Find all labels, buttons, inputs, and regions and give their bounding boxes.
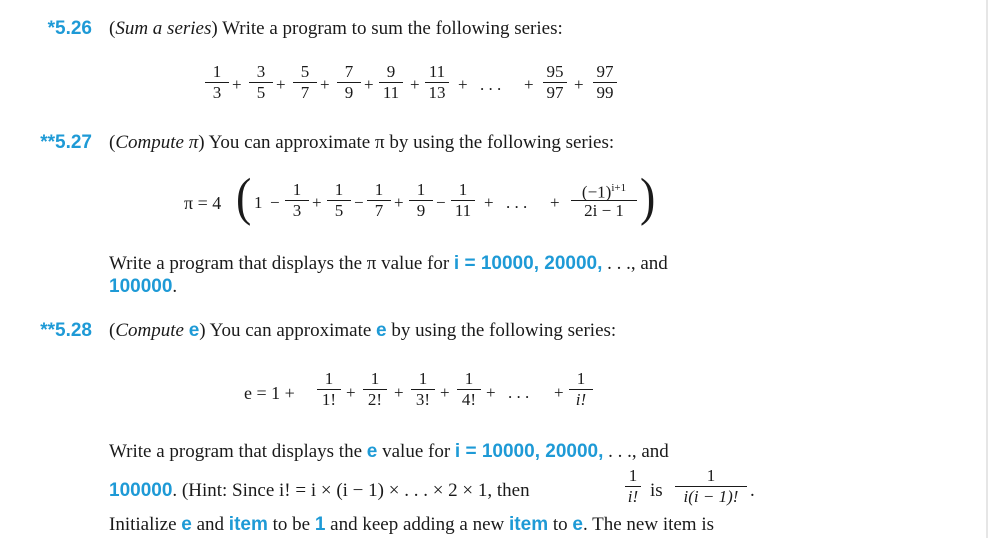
fraction-term: 11 13 [422,62,452,103]
plus-sign: + [410,75,420,94]
exercise-title: Sum a series [115,18,212,39]
paragraph-5-28-line-2: 100000. (Hint: Since i! = i × (i − 1) × . . . × 2 × 1, then [109,480,530,501]
fraction-term: 1 7 [364,180,394,221]
one-term: 1 [254,193,263,212]
ellipsis: . . . [508,383,530,402]
fraction-term: 1 3 [282,180,312,221]
left-paren: ( [236,167,252,226]
minus-sign: − [436,193,446,212]
minus-sign: − [354,193,364,212]
plus-sign: + [320,75,330,94]
plus-sign: + [486,383,496,402]
plus-sign: + [574,75,584,94]
plus-sign: + [524,75,534,94]
fraction-term: 3 5 [246,62,276,103]
plus-sign: + [232,75,242,94]
plus-sign: + [276,75,286,94]
paragraph-5-27-line-2: 100000. [109,276,178,297]
exercise-number-5-28: **5.28 [40,320,92,341]
exercise-heading-5-28: (Compute e) You can approximate e by using the following series: [109,320,617,341]
exercise-text: Write a program to sum the following series: [222,18,563,39]
fraction-last-term: $(-1)^{i+1}$ 2i − 1 [568,176,640,221]
plus-sign: + [458,75,468,94]
plus-sign: + [550,193,560,212]
plus-sign: + [394,193,404,212]
plus-sign: + [346,383,356,402]
fraction-term: 1 9 [406,180,436,221]
fraction-term: 7 9 [334,62,364,103]
fraction-term: 1 i! [566,369,596,410]
fraction-term: 5 7 [290,62,320,103]
plus-sign: + [440,383,450,402]
exercise-text: You can approximate π by using the following series: [208,132,615,153]
plus-sign: + [484,193,494,212]
hint-fraction-1-over-i-factorial: 1 i! [622,466,644,507]
plus-sign: + [554,383,564,402]
fraction-term: 1 11 [448,180,478,221]
e-equals-1-plus: e = 1 + [244,383,295,403]
fraction-term: 1 2! [360,369,390,410]
plus-sign: + [312,193,322,212]
exercise-heading-5-26: (Sum a series) Write a program to sum the following series: [109,18,563,39]
pi-equals-4: π = 4 [184,193,222,213]
fraction-term: 1 3! [408,369,438,410]
exercise-number-5-26: *5.26 [47,18,92,39]
hint-period: . [750,480,755,501]
hint-fraction-1-over-i-times-i-minus-1-factorial: 1 i(i − 1)! [672,466,750,507]
hint-is: is [650,480,663,501]
exercise-title: Compute e [115,320,200,341]
paragraph-5-27-line-1: Write a program that displays the π value for i = 10000, 20000, . . ., and [109,253,668,274]
right-paren: ) [640,167,656,226]
fraction-term: 1 3 [202,62,232,103]
minus-sign: − [270,193,280,212]
exercise-number-5-27: **5.27 [40,132,92,153]
ellipsis: . . . [480,75,502,94]
ellipsis: . . . [506,193,528,212]
plus-sign: + [394,383,404,402]
paragraph-5-28-line-3: Initialize e and item to be 1 and keep adding a new item to e. The new item is [109,514,715,535]
fraction-term: 9 11 [376,62,406,103]
exercise-heading-5-27: (Compute π) You can approximate π by using the following series: [109,132,615,153]
fraction-term: 1 5 [324,180,354,221]
fraction-term: 1 4! [454,369,484,410]
fraction-term: 97 99 [590,62,620,103]
paragraph-5-28-line-1: Write a program that displays the e value for i = 10000, 20000, . . ., and [109,441,669,462]
plus-sign: + [364,75,374,94]
exercise-title: Compute π [115,132,199,153]
fraction-term: 1 1! [314,369,344,410]
fraction-term: 95 97 [540,62,570,103]
